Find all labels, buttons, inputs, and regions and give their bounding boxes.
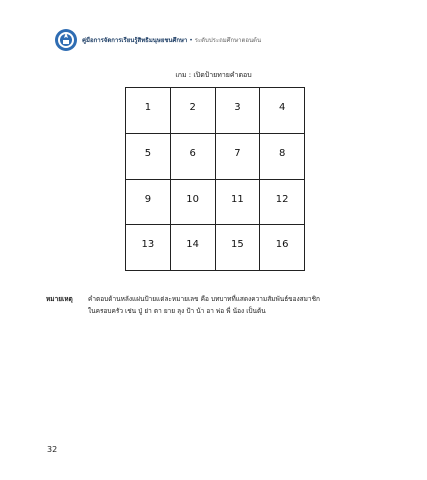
header-separator: • [189,37,193,44]
grid-cell: 6 [171,134,216,180]
grid-cell: 16 [260,225,305,271]
grid-cell: 11 [216,180,261,226]
institution-logo-icon [54,28,78,52]
grid-cell: 1 [126,88,171,134]
header-text [82,35,261,45]
grid-cell: 15 [216,225,261,271]
grid-cell: 12 [260,180,305,226]
number-grid [125,87,305,271]
note-label: หมายเหตุ [46,295,73,303]
page-header [54,28,261,52]
game-title: เกม : เปิดป้ายทายคำตอบ [175,71,252,79]
header-title: คู่มือการจัดการเรียนรู้สิทธิมนุษยชนศึกษา [82,37,188,44]
grid-cell: 13 [126,225,171,271]
grid-cell: 5 [126,134,171,180]
page-number: 32 [47,445,58,454]
grid-cell: 7 [216,134,261,180]
note-line-1: คำตอบด้านหลังแผ่นป้ายแต่ละหมายเลข คือ บทบาทที่แสดงความสัมพันธ์ของสมาชิก [88,295,320,303]
grid-cell: 14 [171,225,216,271]
grid-cell: 9 [126,180,171,226]
grid-cell: 8 [260,134,305,180]
grid-cell: 4 [260,88,305,134]
note-line-2: ในครอบครัว เช่น ปู่ ย่า ตา ยาย ลุง ป้า น้า อา พ่อ พี่ น้อง เป็นต้น [88,307,266,315]
header-subtitle: ระดับประถมศึกษาตอนต้น [194,37,262,44]
grid-cell: 3 [216,88,261,134]
grid-cell: 2 [171,88,216,134]
grid-cell: 10 [171,180,216,226]
